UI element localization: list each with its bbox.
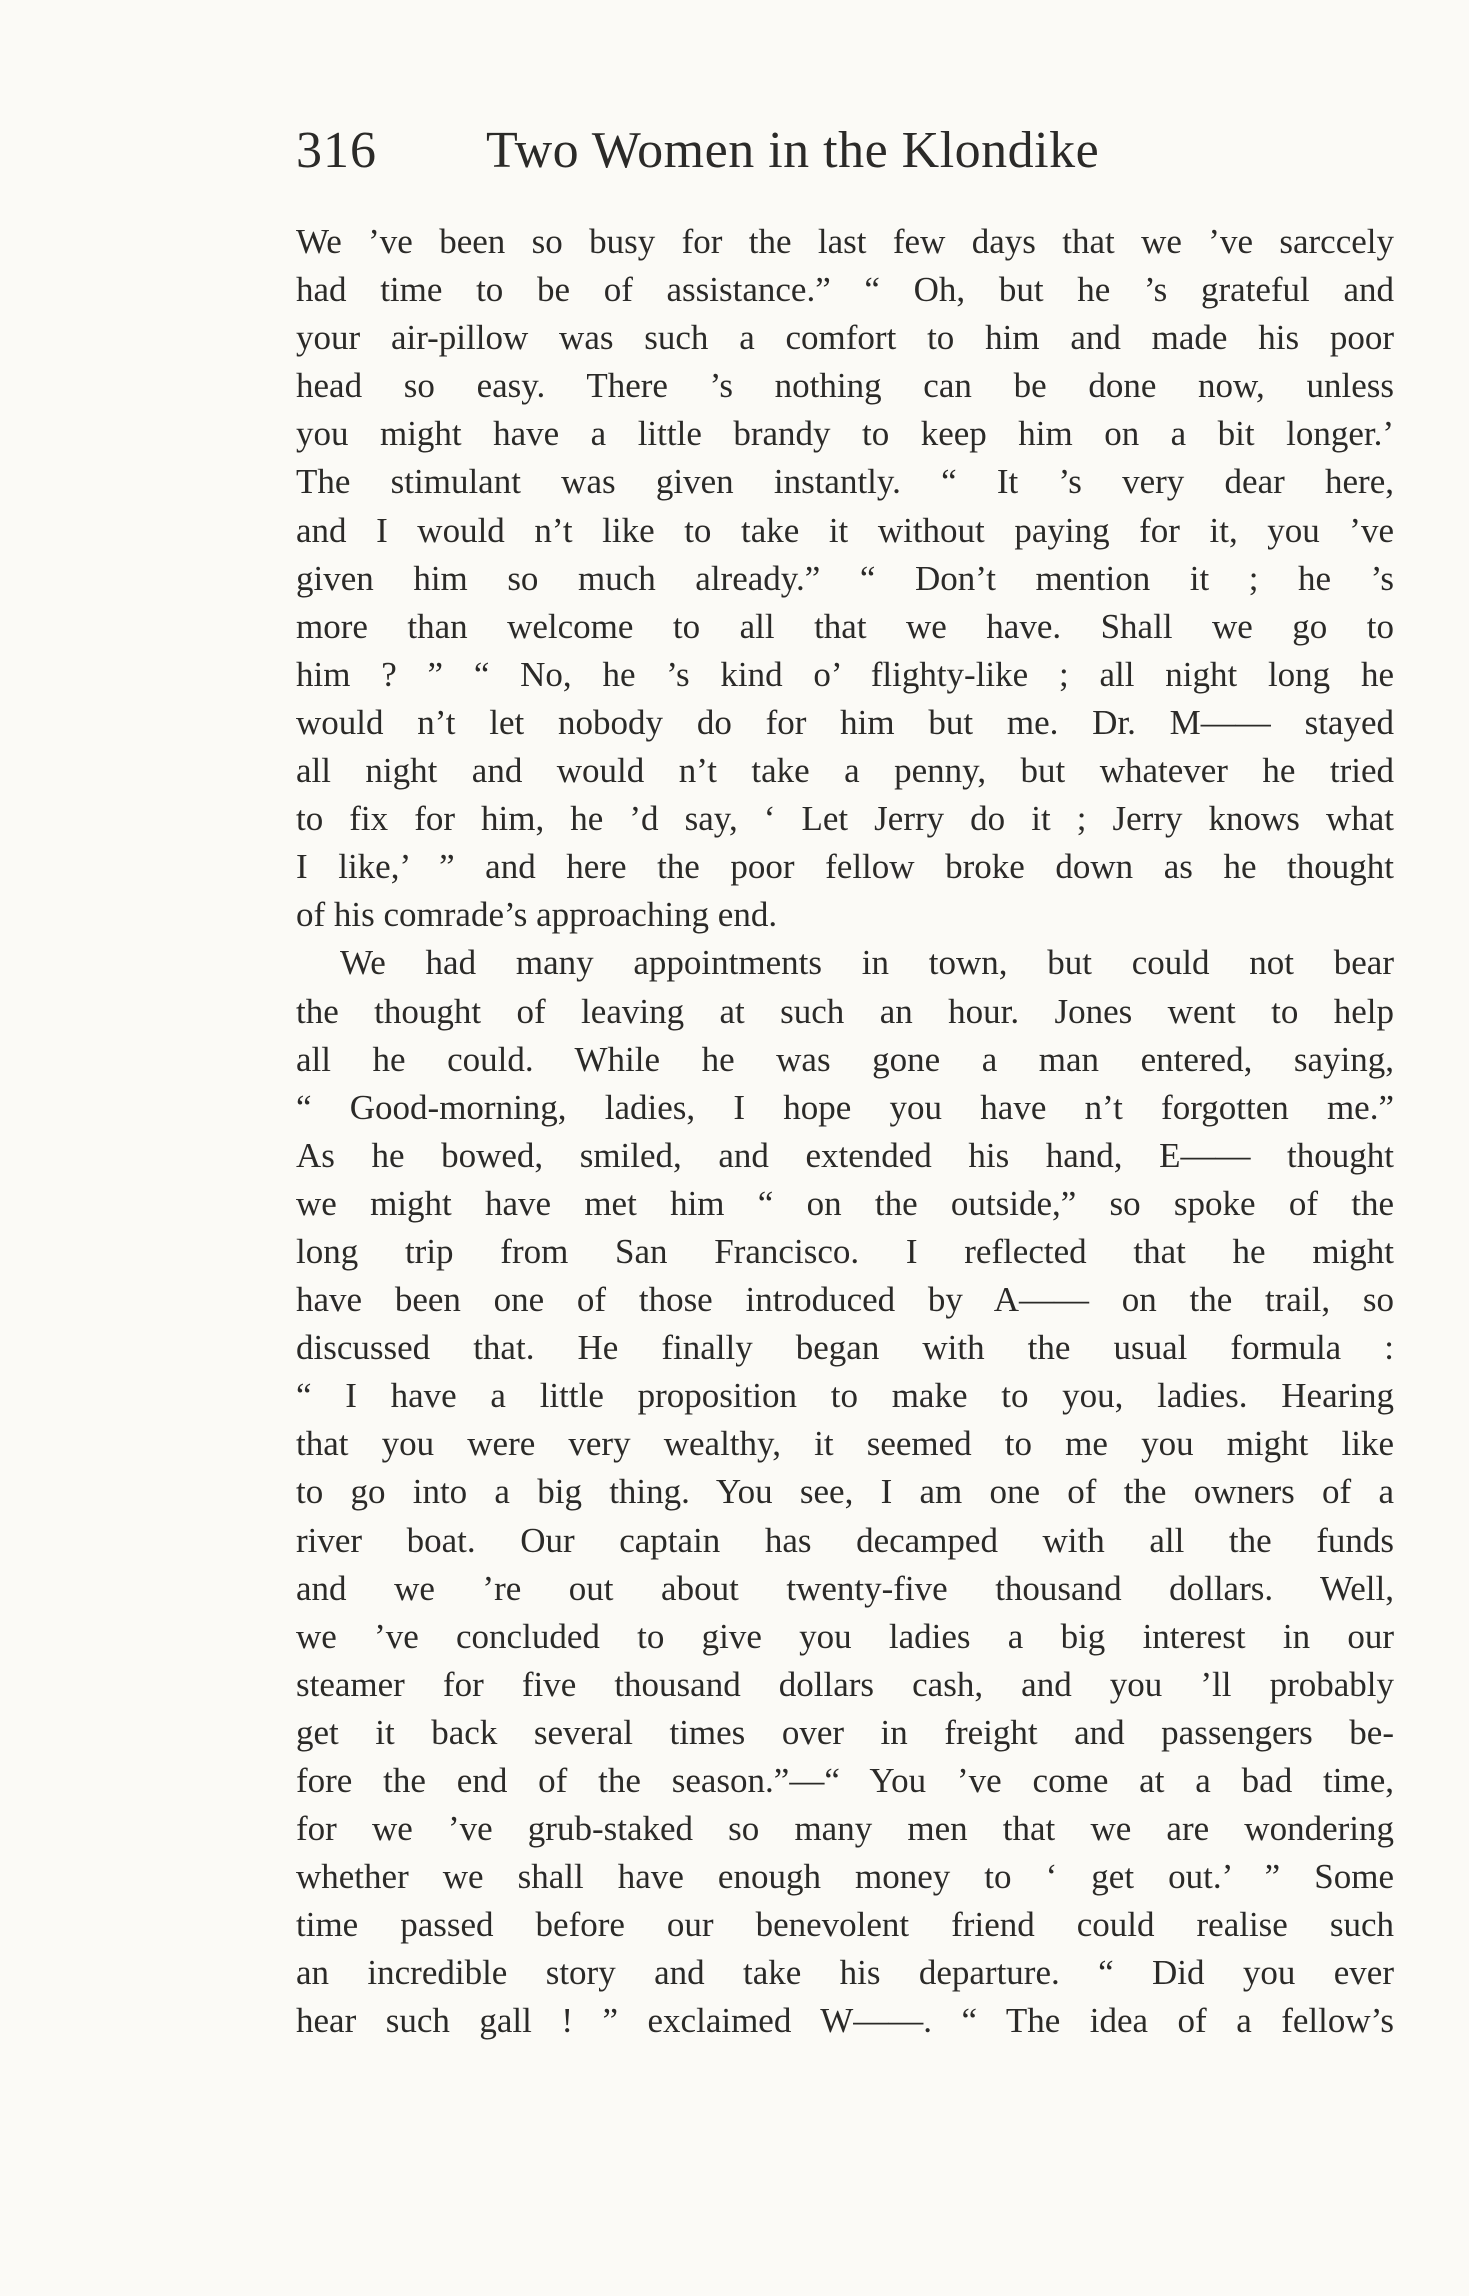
text-line: get it back several times over in freight and passengers be- (296, 1712, 1394, 1752)
text-line: to go into a big thing. You see, I am one of the owners of a (296, 1472, 1394, 1512)
text-line: all night and would n’t take a penny, but whatever he tried (296, 751, 1394, 791)
text-line: we might have met him “ on the outside,” so spoke of the (296, 1183, 1394, 1223)
text-line: discussed that. He finally began with the usual formula : (296, 1328, 1394, 1368)
text-line: had time to be of assistance.” “ Oh, but he ’s grateful and (296, 270, 1394, 310)
page-number: 316 (296, 122, 377, 179)
text-line: “ I have a little proposition to make to you, ladies. Hearing (296, 1376, 1394, 1416)
text-line: would n’t let nobody do for him but me. Dr. M—— stayed (296, 702, 1394, 742)
text-line: an incredible story and take his departure. “ Did you ever (296, 1953, 1394, 1993)
text-line: “ Good-morning, ladies, I hope you have n’t forgotten me.” (296, 1087, 1394, 1127)
text-line: long trip from San Francisco. I reflected that he might (296, 1231, 1394, 1271)
text-line: all he could. While he was gone a man entered, saying, (296, 1039, 1394, 1079)
text-line: whether we shall have enough money to ‘ get out.’ ” Some (296, 1857, 1394, 1897)
text-line: hear such gall ! ” exclaimed W——. “ The idea of a fellow’s (296, 2001, 1394, 2041)
text-line: steamer for five thousand dollars cash, and you ’ll probably (296, 1664, 1394, 1704)
text-line: We ’ve been so busy for the last few days that we ’ve sarccely (296, 222, 1394, 261)
body-text (296, 218, 1394, 2046)
text-line: We had many appointments in town, but could not bear (340, 943, 1394, 983)
text-line: the thought of leaving at such an hour. Jones went to help (296, 991, 1394, 1031)
text-line: given him so much already.” “ Don’t mention it ; he ’s (296, 558, 1394, 598)
text-line: river boat. Our captain has decamped with all the funds (296, 1520, 1394, 1560)
text-line: we ’ve concluded to give you ladies a big interest in our (296, 1616, 1394, 1656)
text-line: I like,’ ” and here the poor fellow broke down as he thought (296, 847, 1394, 887)
text-line: and we ’re out about twenty-five thousand dollars. Well, (296, 1568, 1394, 1608)
running-head (296, 110, 1394, 190)
text-line: you might have a little brandy to keep him on a bit longer.’ (296, 414, 1394, 454)
text-line: fore the end of the season.”—“ You ’ve come at a bad time, (296, 1761, 1394, 1800)
book-page (296, 110, 1394, 2260)
text-line: As he bowed, smiled, and extended his hand, E—— thought (296, 1135, 1394, 1175)
text-line: have been one of those introduced by A—— on the trail, so (296, 1280, 1394, 1320)
text-line: of his comrade’s approaching end. (296, 895, 778, 935)
text-line: for we ’ve grub-staked so many men that we are wondering (296, 1809, 1394, 1849)
text-line: more than welcome to all that we have. Shall we go to (296, 606, 1394, 646)
text-line: and I would n’t like to take it without paying for it, you ’ve (296, 510, 1394, 550)
text-line: that you were very wealthy, it seemed to me you might like (296, 1424, 1394, 1464)
text-line: head so easy. There ’s nothing can be done now, unless (296, 366, 1394, 406)
text-line: to fix for him, he ’d say, ‘ Let Jerry do it ; Jerry knows what (296, 799, 1394, 839)
text-line: your air-pillow was such a comfort to him and made his poor (296, 318, 1394, 358)
running-title: Two Women in the Klondike (486, 122, 1100, 179)
text-line: time passed before our benevolent friend could realise such (296, 1905, 1394, 1945)
text-line: him ? ” “ No, he ’s kind o’ flighty-like ; all night long he (296, 654, 1394, 694)
text-line: The stimulant was given instantly. “ It ’s very dear here, (296, 462, 1394, 502)
